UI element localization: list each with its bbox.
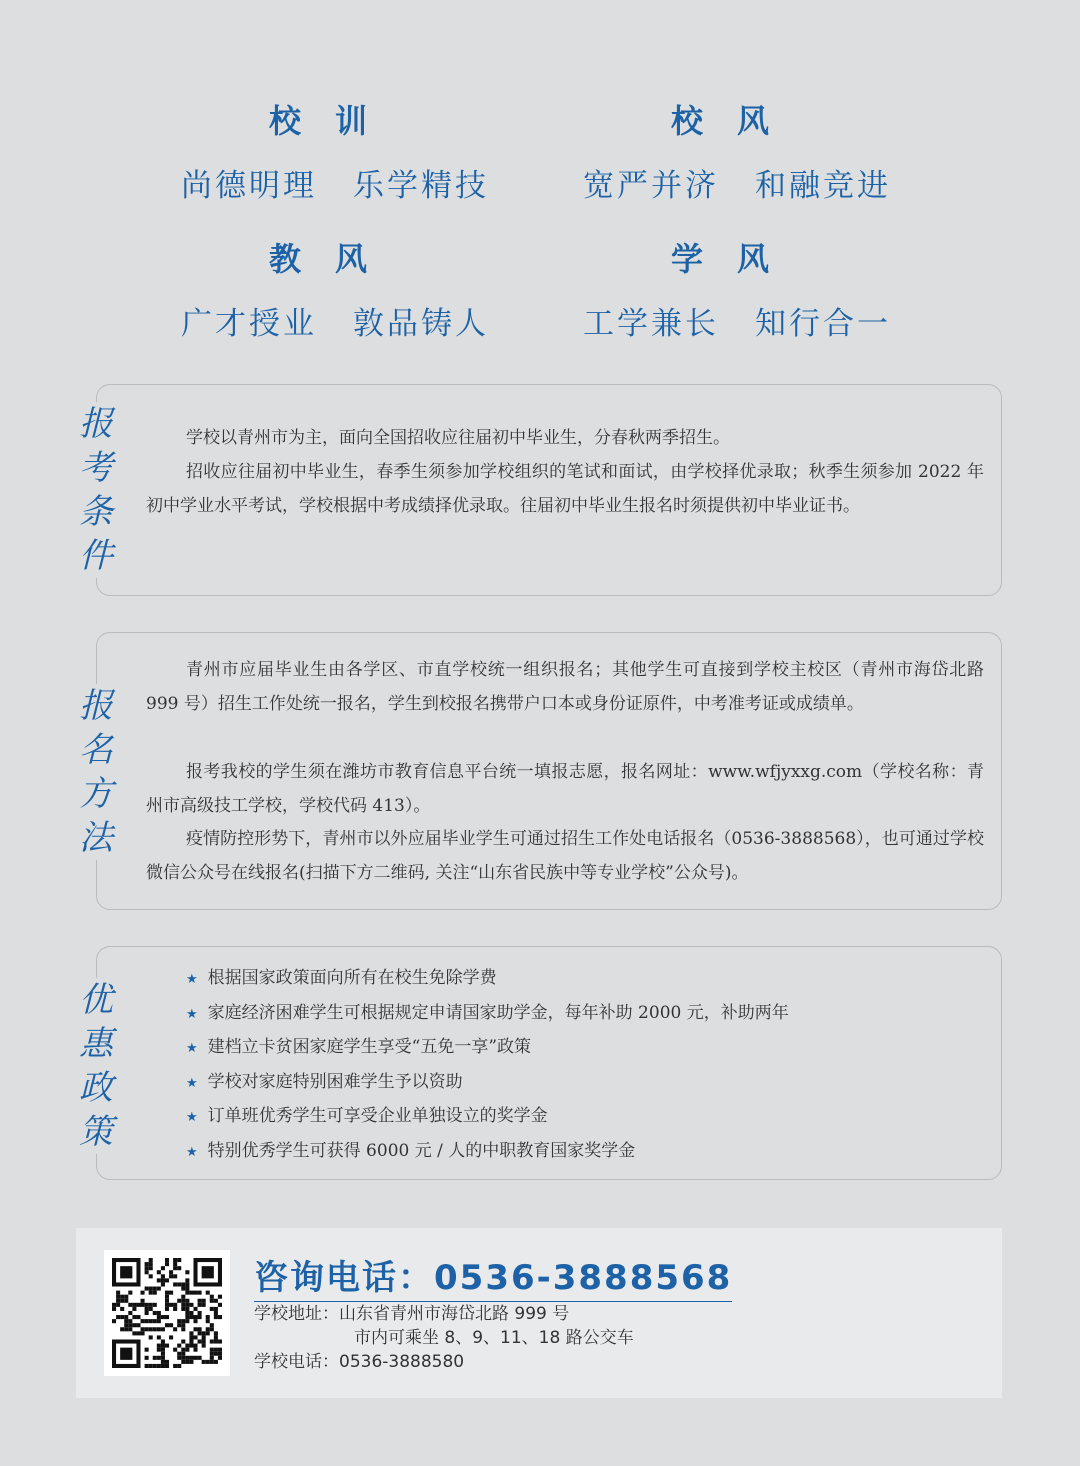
phone-line: 学校电话：0536-3888580 [254,1352,465,1372]
list-item: ★ 根据国家政策面向所有在校生免除学费 [186,968,497,988]
motto-value: 宽严并济 [583,168,719,204]
star-icon: ★ [186,1110,198,1125]
address-block [254,1302,634,1374]
policy-label: 优惠政策 [79,980,113,1152]
contact-footer [76,1228,1002,1398]
list-item: ★ 家庭经济困难学生可根据规定申请国家助学金，每年补助 2000 元，补助两年 [186,1002,789,1023]
star-icon: ★ [186,972,198,987]
motto-title: 教风 [268,240,401,278]
motto-value: 工学兼长 [583,306,719,342]
star-icon: ★ [186,1006,198,1022]
list-item: ★ 订单班优秀学生可享受企业单独设立的奖学金 [186,1106,548,1126]
list-item: ★ 建档立卡贫困家庭学生享受“五免一享”政策 [186,1037,532,1057]
method-paragraph: 报考我校的学生须在潍坊市教育信息平台统一填报志愿，报名网址：www.wfjyxxg.com（学校名称：青州市高级技工学校，学校代码 413）。 [146,762,984,816]
method-paragraph: 疫情防控形势下，青州市以外应届毕业学生可通过招生工作处电话报名（0536-3888568），也可通过学校微信公众号在线报名(扫描下方二维码, 关注“山东省民族中等专业学校”公众号)。 [146,829,984,883]
list-item: ★ 特别优秀学生可获得 6000 元 / 人的中职教育国家奖学金 [186,1140,636,1161]
requirements-paragraph: 学校以青州市为主，面向全国招收应往届初中毕业生，分春秋两季招生。 [186,428,730,448]
policy-list [186,962,789,1169]
method-paragraph: 青州市应届毕业生由各学区、市直学校统一组织报名；其他学生可直接到学校主校区（青州市海岱北路 999 号）招生工作处统一报名，学生到校报名携带户口本或身份证原件，中考准考证或成绩单。 [146,660,984,714]
motto-style [572,96,902,205]
list-item: ★ 学校对家庭特别困难学生予以资助 [186,1071,463,1092]
star-icon: ★ [186,1144,198,1160]
method-label: 报名方法 [79,686,113,858]
motto-value: 知行合一 [755,306,891,342]
motto-value: 乐学精技 [353,168,489,204]
motto-value: 敦品铸人 [353,306,489,342]
requirements-label: 报考条件 [79,404,113,576]
star-icon: ★ [186,1075,198,1091]
address-line: 市内可乘坐 8、9、11、18 路公交车 [354,1328,634,1348]
motto-learning [572,234,902,343]
motto-value: 尚德明理 [181,168,317,204]
address-line: 学校地址：山东省青州市海岱北路 999 号 [254,1304,570,1324]
qr-code-icon[interactable] [104,1250,230,1376]
star-icon: ★ [186,1041,198,1056]
motto-value: 和融竞进 [755,168,891,204]
motto-school [170,96,500,205]
motto-title: 校风 [670,102,803,140]
motto-title: 学风 [670,240,803,278]
motto-title: 校训 [268,102,401,140]
motto-value: 广才授业 [181,306,317,342]
requirements-paragraph: 招收应往届初中毕业生，春季生须参加学校组织的笔试和面试，由学校择优录取；秋季生须参加 2022 年初中学业水平考试，学校根据中考成绩择优录取。往届初中毕业生报名时须提供初中毕业证书。 [146,462,984,516]
hotline: 咨询电话：0536-3888568 [254,1250,732,1302]
motto-teaching [170,234,500,343]
